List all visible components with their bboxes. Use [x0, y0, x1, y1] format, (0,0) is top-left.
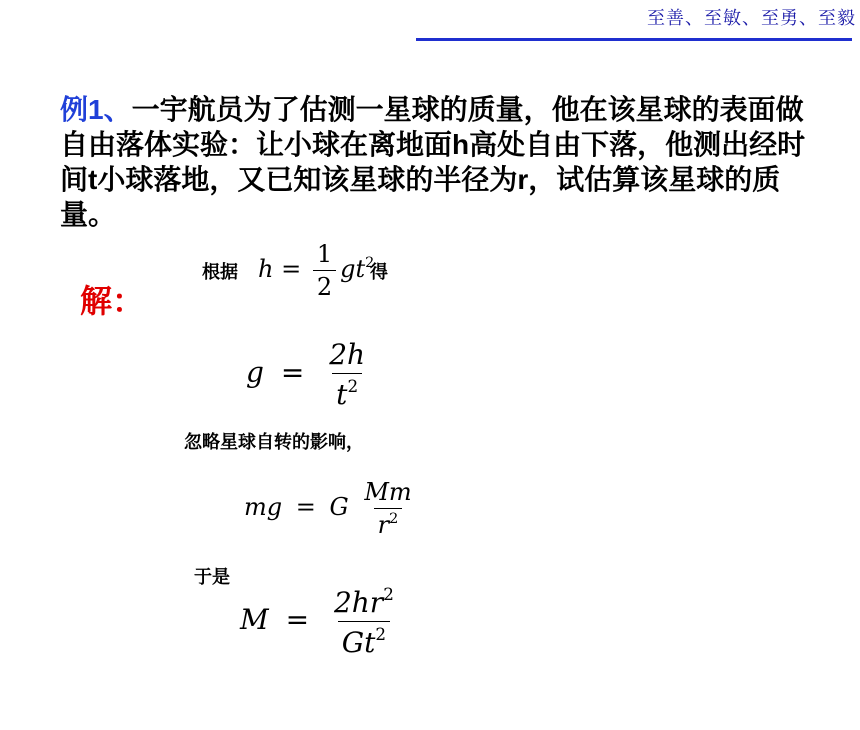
- eq2-lhs: g: [246, 355, 264, 389]
- eq4-op: =: [285, 602, 310, 636]
- motto-text: 至善、至敏、至勇、至毅: [647, 8, 856, 28]
- problem-statement: [60, 92, 820, 232]
- eq3-fraction: [360, 478, 415, 539]
- header-rule: [416, 38, 852, 41]
- step1-suffix: 得: [370, 262, 388, 282]
- eq1-den: 2: [313, 270, 336, 301]
- eq1-var-g: g: [340, 255, 356, 283]
- problem-text: 一宇航员为了估测一星球的质量，他在该星球的表面做自由落体实验：让小球在离地面h高处自由下落，他测出经时间t小球落地，又已知该星球的半径为r，试估算该星球的质量。: [60, 94, 806, 230]
- eq3-den-base: r: [377, 511, 390, 540]
- eq2-op: =: [280, 355, 305, 389]
- eq4-num-exp: 2: [383, 584, 394, 604]
- equation-gravity: [244, 478, 420, 539]
- eq2-fraction: [325, 338, 369, 411]
- step3-note: 于是: [194, 567, 230, 587]
- step2-note: 忽略星球自转的影响，: [184, 432, 364, 452]
- eq4-num-base: 2hr: [333, 585, 384, 619]
- equation-fall: [258, 240, 374, 301]
- eq1-exp: 2: [365, 254, 375, 271]
- eq2-den-base: t: [336, 377, 348, 411]
- eq4-lhs: M: [240, 602, 269, 636]
- eq4-den-exp: 2: [375, 623, 387, 644]
- eq2-num: 2h: [329, 338, 366, 371]
- eq2-den-exp: 2: [347, 376, 359, 396]
- eq4-den-base: Gt: [341, 625, 376, 659]
- eq4-fraction: [330, 584, 398, 659]
- equation-mass: [240, 584, 402, 659]
- eq1-fraction: [313, 240, 336, 301]
- eq3-lhs: mg: [244, 493, 283, 522]
- solution-heading: 解：: [80, 283, 145, 319]
- eq1-num: 1: [316, 240, 333, 268]
- step1-prefix: 根据: [202, 262, 238, 282]
- eq3-coef: G: [329, 493, 349, 522]
- example-label: 例1、: [60, 94, 132, 125]
- eq3-den-exp: 2: [389, 511, 399, 527]
- eq1-op: =: [281, 255, 302, 283]
- eq3-num: Mm: [364, 478, 412, 506]
- eq1-var-t: t: [355, 255, 366, 283]
- eq3-op: =: [295, 493, 316, 522]
- eq1-lhs: h: [258, 255, 274, 283]
- equation-g: [246, 338, 373, 411]
